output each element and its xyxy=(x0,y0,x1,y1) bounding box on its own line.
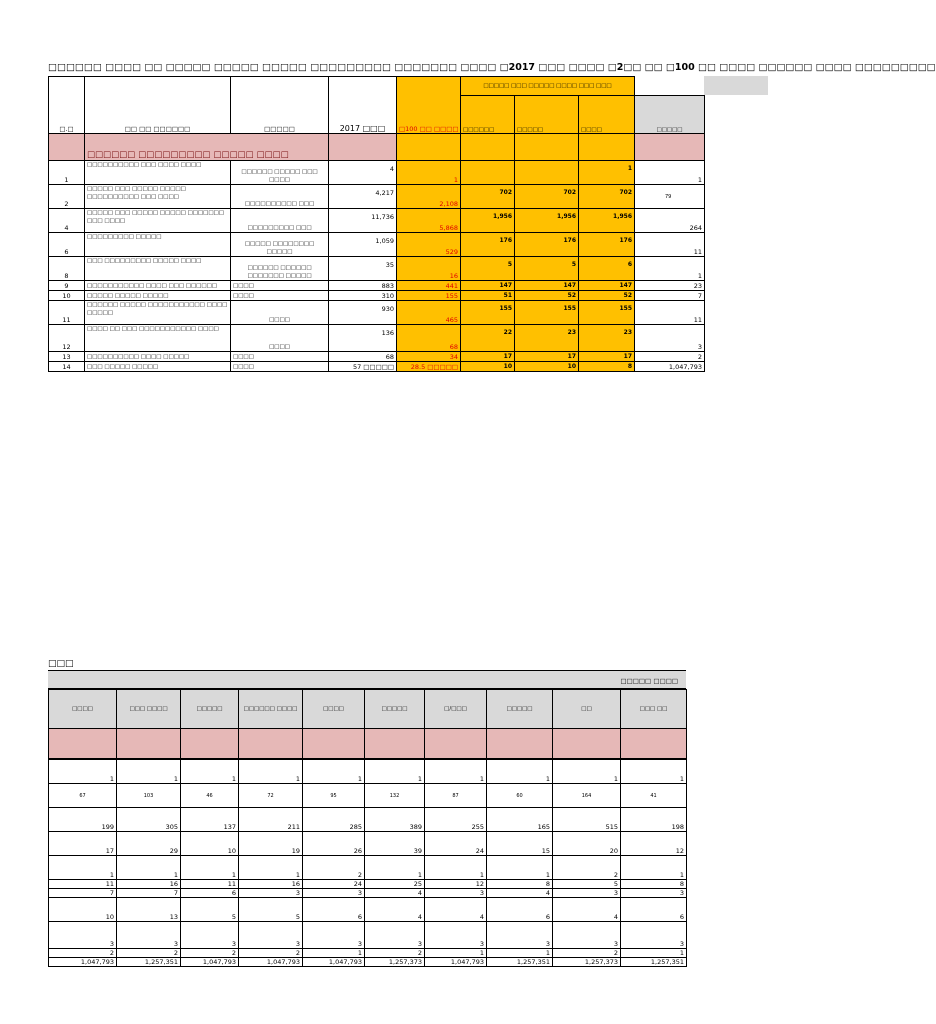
table-row xyxy=(49,949,687,958)
cell-last: 2 xyxy=(635,352,705,362)
cell: 4 xyxy=(365,898,425,922)
col-header-half: □100 □□ □□□□ xyxy=(397,77,461,134)
cell-half: 34 xyxy=(397,352,461,362)
table-row xyxy=(49,281,705,291)
cell: 46 xyxy=(181,784,239,808)
cell: 211 xyxy=(239,808,303,832)
col-header: □□□□ xyxy=(49,690,117,729)
cell-name: □□□□□ □□□ □□□□□ □□□□□ □□□□□□□ □□□ □□□□ xyxy=(85,209,231,233)
cell: 1 xyxy=(117,856,181,880)
cell-district: □□□□□ □□□□□□□□ □□□□□ xyxy=(231,233,329,257)
cell-name: □□□□□□□□□ □□□□□ xyxy=(85,233,231,257)
cell: 2 xyxy=(181,949,239,958)
cell: 3 xyxy=(425,922,487,949)
cell: 285 xyxy=(303,808,365,832)
cell: 8 xyxy=(621,880,687,889)
cell: 2 xyxy=(553,949,621,958)
table-row xyxy=(49,880,687,889)
cell: 515 xyxy=(553,808,621,832)
cell-district: □□□□ xyxy=(231,281,329,291)
cell: 3 xyxy=(303,922,365,949)
cell-sn: 6 xyxy=(49,233,85,257)
cell-c2: 1,956 xyxy=(515,209,579,233)
cell-district: □□□□ xyxy=(231,352,329,362)
cell: 1,257,351 xyxy=(117,958,181,967)
cell-half: 465 xyxy=(397,301,461,325)
cell: 3 xyxy=(239,889,303,898)
cell: 10 xyxy=(181,832,239,856)
cell-y2017: 1,059 xyxy=(329,233,397,257)
cell-last: 11 xyxy=(635,233,705,257)
cell-last: 7 xyxy=(635,291,705,301)
cell: 1 xyxy=(621,760,687,784)
cell: 3 xyxy=(621,889,687,898)
table2-caption: □□□ xyxy=(48,659,74,669)
group-header: □□□□□ □□□ □□□□□ □□□□ □□□ □□□ xyxy=(461,77,635,96)
cell: 4 xyxy=(365,889,425,898)
cell: 15 xyxy=(487,832,553,856)
cell-last: 11 xyxy=(635,301,705,325)
cell: 1 xyxy=(487,949,553,958)
cell-c2: 155 xyxy=(515,301,579,325)
cell-c1: 5 xyxy=(461,257,515,281)
cell-c1: 155 xyxy=(461,301,515,325)
cell-district: □□□□ xyxy=(231,301,329,325)
cell: 17 xyxy=(49,832,117,856)
cell-district: □□□□□□□□□ □□□ xyxy=(231,209,329,233)
district-allocation-table xyxy=(48,76,705,372)
cell: 1,257,373 xyxy=(553,958,621,967)
cell: 7 xyxy=(117,889,181,898)
cell: 12 xyxy=(621,832,687,856)
table-row xyxy=(49,233,705,257)
col-header: □□□□□□ □□□□ xyxy=(239,690,303,729)
cell-c1: 10 xyxy=(461,362,515,372)
cell-sn: 12 xyxy=(49,325,85,352)
cell-last: 1 xyxy=(635,161,705,185)
sheet-tab-strip xyxy=(704,76,768,95)
cell: 4 xyxy=(553,898,621,922)
cell-name: □□□ □□□□□□□□□ □□□□□ □□□□ xyxy=(85,257,231,281)
cell: 72 xyxy=(239,784,303,808)
cell-last: 264 xyxy=(635,209,705,233)
col-header-2017: 2017 □□□ xyxy=(329,77,397,134)
col-header-name: □□ □□ □□□□□□ xyxy=(85,77,231,134)
cell-c1: 22 xyxy=(461,325,515,352)
cell: 2 xyxy=(303,856,365,880)
cell: 19 xyxy=(239,832,303,856)
cell-name: □□□□ □□ □□□ □□□□□□□□□□□ □□□□ xyxy=(85,325,231,352)
cell: 16 xyxy=(117,880,181,889)
cell: 1 xyxy=(487,760,553,784)
cell: 3 xyxy=(487,922,553,949)
header-row xyxy=(49,690,687,729)
table-row xyxy=(49,325,705,352)
table2-top-label: □□□□□ □□□□ xyxy=(620,677,678,685)
cell-c1: 702 xyxy=(461,185,515,209)
col-header-c1: □□□□□□ xyxy=(461,96,515,134)
cell-sn: 2 xyxy=(49,185,85,209)
cell-sn: 14 xyxy=(49,362,85,372)
cell-c1 xyxy=(461,161,515,185)
cell: 5 xyxy=(181,898,239,922)
cell: 3 xyxy=(239,922,303,949)
cell-last: 79 xyxy=(635,185,705,209)
cell-district: □□□□ xyxy=(231,362,329,372)
cell: 132 xyxy=(365,784,425,808)
table-row xyxy=(49,832,687,856)
cell: 1,257,351 xyxy=(621,958,687,967)
cell: 1,047,793 xyxy=(181,958,239,967)
cell: 3 xyxy=(181,922,239,949)
cell: 25 xyxy=(365,880,425,889)
cell: 5 xyxy=(239,898,303,922)
col-header: □□□□□ xyxy=(181,690,239,729)
cell-c3: 176 xyxy=(579,233,635,257)
cell-name: □□□□□□□□□□ □□□□ □□□□□ xyxy=(85,352,231,362)
cell: 39 xyxy=(365,832,425,856)
table-row xyxy=(49,362,705,372)
cell: 11 xyxy=(49,880,117,889)
cell-c1: 17 xyxy=(461,352,515,362)
cell-c3: 147 xyxy=(579,281,635,291)
cell: 87 xyxy=(425,784,487,808)
table-row xyxy=(49,257,705,281)
cell: 389 xyxy=(365,808,425,832)
cell: 1,257,351 xyxy=(487,958,553,967)
cell: 1 xyxy=(181,760,239,784)
cell-c3: 702 xyxy=(579,185,635,209)
table-row xyxy=(49,291,705,301)
cell: 1 xyxy=(303,760,365,784)
cell: 1,257,373 xyxy=(365,958,425,967)
cell: 1 xyxy=(49,760,117,784)
cell-sn: 4 xyxy=(49,209,85,233)
cell-c3: 23 xyxy=(579,325,635,352)
cell-c3: 8 xyxy=(579,362,635,372)
cell: 1 xyxy=(239,856,303,880)
cell-name: □□□□□□□□□□□ □□□□ □□□ □□□□□□ xyxy=(85,281,231,291)
table-row xyxy=(49,760,687,784)
cell-sn: 8 xyxy=(49,257,85,281)
cell: 137 xyxy=(181,808,239,832)
cell-sn: 11 xyxy=(49,301,85,325)
cell: 3 xyxy=(49,922,117,949)
page-title: □□□□□□ □□□□ □□ □□□□□ □□□□□ □□□□□ □□□□□□□□□ □□□□□□□ □□□□ □2017 □□□ □□□□ □2□□ □□ □100 □□ □□□□ □□□□□□ □□□□ □□□□□□□□□ xyxy=(48,62,936,73)
district-breakdown-table xyxy=(48,689,687,967)
table-row xyxy=(49,185,705,209)
cell: 29 xyxy=(117,832,181,856)
cell-district: □□□□□□ □□□□□ □□□ □□□□ xyxy=(231,161,329,185)
cell: 2 xyxy=(553,856,621,880)
cell: 165 xyxy=(487,808,553,832)
table-row xyxy=(49,889,687,898)
col-header-c3: □□□□ xyxy=(579,96,635,134)
table-row xyxy=(49,958,687,967)
cell-c2: 17 xyxy=(515,352,579,362)
cell-c3: 17 xyxy=(579,352,635,362)
cell: 2 xyxy=(117,949,181,958)
cell-half: 441 xyxy=(397,281,461,291)
cell: 12 xyxy=(425,880,487,889)
cell-half: 5,868 xyxy=(397,209,461,233)
cell-c3: 155 xyxy=(579,301,635,325)
cell-half: 1 xyxy=(397,161,461,185)
cell: 1 xyxy=(49,856,117,880)
table-row xyxy=(49,808,687,832)
cell-half: 16 xyxy=(397,257,461,281)
cell-name: □□□ □□□□□ □□□□□ xyxy=(85,362,231,372)
cell: 1 xyxy=(117,760,181,784)
cell-c2: 176 xyxy=(515,233,579,257)
col-header: □□□□□ xyxy=(365,690,425,729)
cell-sn: 9 xyxy=(49,281,85,291)
cell-c3: 6 xyxy=(579,257,635,281)
cell: 95 xyxy=(303,784,365,808)
cell-last: 1 xyxy=(635,257,705,281)
cell: 4 xyxy=(487,889,553,898)
cell-half: 529 xyxy=(397,233,461,257)
cell-half: 68 xyxy=(397,325,461,352)
cell: 1 xyxy=(239,760,303,784)
cell: 3 xyxy=(553,889,621,898)
cell-c2: 10 xyxy=(515,362,579,372)
table-row xyxy=(49,898,687,922)
cell: 24 xyxy=(303,880,365,889)
cell-c1: 51 xyxy=(461,291,515,301)
cell-c2: 23 xyxy=(515,325,579,352)
cell: 60 xyxy=(487,784,553,808)
cell: 1,047,793 xyxy=(49,958,117,967)
col-header: □□□□□ xyxy=(487,690,553,729)
cell-district: □□□□ xyxy=(231,291,329,301)
cell: 3 xyxy=(303,889,365,898)
cell: 67 xyxy=(49,784,117,808)
cell-half: 28.5 □□□□□ xyxy=(397,362,461,372)
col-header: □□□ □□ xyxy=(621,690,687,729)
cell-c1: 176 xyxy=(461,233,515,257)
cell: 164 xyxy=(553,784,621,808)
cell: 255 xyxy=(425,808,487,832)
cell: 1 xyxy=(621,856,687,880)
cell-c3: 52 xyxy=(579,291,635,301)
cell: 2 xyxy=(49,949,117,958)
cell-y2017: 4 xyxy=(329,161,397,185)
cell: 2 xyxy=(239,949,303,958)
table-row xyxy=(49,161,705,185)
cell-c2: 52 xyxy=(515,291,579,301)
cell-y2017: 883 xyxy=(329,281,397,291)
cell: 1 xyxy=(425,949,487,958)
cell: 3 xyxy=(117,922,181,949)
cell: 198 xyxy=(621,808,687,832)
cell: 3 xyxy=(425,889,487,898)
cell-y2017: 11,736 xyxy=(329,209,397,233)
cell: 20 xyxy=(553,832,621,856)
col-header-last: □□□□□ xyxy=(635,96,705,134)
cell: 5 xyxy=(553,880,621,889)
cell-sn: 1 xyxy=(49,161,85,185)
cell: 1 xyxy=(425,856,487,880)
cell: 6 xyxy=(487,898,553,922)
cell-district: □□□□ xyxy=(231,325,329,352)
col-header-district: □□□□□ xyxy=(231,77,329,134)
cell-half: 155 xyxy=(397,291,461,301)
cell-half: 2,108 xyxy=(397,185,461,209)
cell: 1 xyxy=(303,949,365,958)
cell-y2017: 68 xyxy=(329,352,397,362)
cell: 1,047,793 xyxy=(239,958,303,967)
cell-name: □□□□□ □□□□□ □□□□□ xyxy=(85,291,231,301)
cell-y2017: 930 xyxy=(329,301,397,325)
cell-district: □□□□□□□□□□ □□□ xyxy=(231,185,329,209)
col-header-c2: □□□□□ xyxy=(515,96,579,134)
cell-y2017: 35 xyxy=(329,257,397,281)
cell-c2: 702 xyxy=(515,185,579,209)
cell: 24 xyxy=(425,832,487,856)
cell: 6 xyxy=(303,898,365,922)
cell: 2 xyxy=(365,949,425,958)
col-header: □□ xyxy=(553,690,621,729)
cell: 1 xyxy=(487,856,553,880)
cell: 305 xyxy=(117,808,181,832)
cell-last: 23 xyxy=(635,281,705,291)
cell: 41 xyxy=(621,784,687,808)
cell: 199 xyxy=(49,808,117,832)
cell: 3 xyxy=(553,922,621,949)
col-header: □□□ □□□□ xyxy=(117,690,181,729)
cell-c1: 147 xyxy=(461,281,515,291)
cell-c3: 1,956 xyxy=(579,209,635,233)
cell: 4 xyxy=(425,898,487,922)
cell: 1,047,793 xyxy=(425,958,487,967)
cell: 10 xyxy=(49,898,117,922)
cell-name: □□□□□□ □□□□□ □□□□□□□□□□□ □□□□ □□□□□ xyxy=(85,301,231,325)
cell-c3: 1 xyxy=(579,161,635,185)
cell-last: 1,047,793 xyxy=(635,362,705,372)
cell: 16 xyxy=(239,880,303,889)
cell: 103 xyxy=(117,784,181,808)
cell-y2017: 4,217 xyxy=(329,185,397,209)
cell: 1,047,793 xyxy=(303,958,365,967)
cell: 3 xyxy=(365,922,425,949)
cell: 1 xyxy=(181,856,239,880)
cell: 1 xyxy=(621,949,687,958)
cell-name: □□□□□ □□□ □□□□□ □□□□□ □□□□□□□□□□ □□□ □□□□ xyxy=(85,185,231,209)
cell-y2017: 57 □□□□□ xyxy=(329,362,397,372)
table-row xyxy=(49,352,705,362)
table2-topbar xyxy=(48,670,686,689)
cell: 11 xyxy=(181,880,239,889)
table-row xyxy=(49,922,687,949)
cell: 13 xyxy=(117,898,181,922)
cell: 7 xyxy=(49,889,117,898)
table-row xyxy=(49,856,687,880)
cell: 26 xyxy=(303,832,365,856)
section-label: □□□□□□ □□□□□□□□□ □□□□□ □□□□ xyxy=(85,134,329,161)
cell-y2017: 136 xyxy=(329,325,397,352)
cell-sn: 13 xyxy=(49,352,85,362)
cell: 6 xyxy=(621,898,687,922)
table-row xyxy=(49,209,705,233)
cell-c2 xyxy=(515,161,579,185)
cell-c2: 5 xyxy=(515,257,579,281)
cell: 8 xyxy=(487,880,553,889)
col-header: □□□□ xyxy=(303,690,365,729)
cell: 1 xyxy=(365,856,425,880)
cell-c2: 147 xyxy=(515,281,579,291)
cell-sn: 10 xyxy=(49,291,85,301)
cell: 6 xyxy=(181,889,239,898)
cell: 3 xyxy=(621,922,687,949)
cell: 1 xyxy=(553,760,621,784)
cell-c1: 1,956 xyxy=(461,209,515,233)
table-row xyxy=(49,784,687,808)
cell: 1 xyxy=(365,760,425,784)
cell-district: □□□□□□ □□□□□□ □□□□□□□ □□□□□ xyxy=(231,257,329,281)
col-header: □/□□□ xyxy=(425,690,487,729)
cell-y2017: 310 xyxy=(329,291,397,301)
cell: 1 xyxy=(425,760,487,784)
cell-last: 3 xyxy=(635,325,705,352)
col-header-sn: □.□ xyxy=(49,77,85,134)
table-row xyxy=(49,301,705,325)
cell-name: □□□□□□□□□□ □□□ □□□□ □□□□ xyxy=(85,161,231,185)
